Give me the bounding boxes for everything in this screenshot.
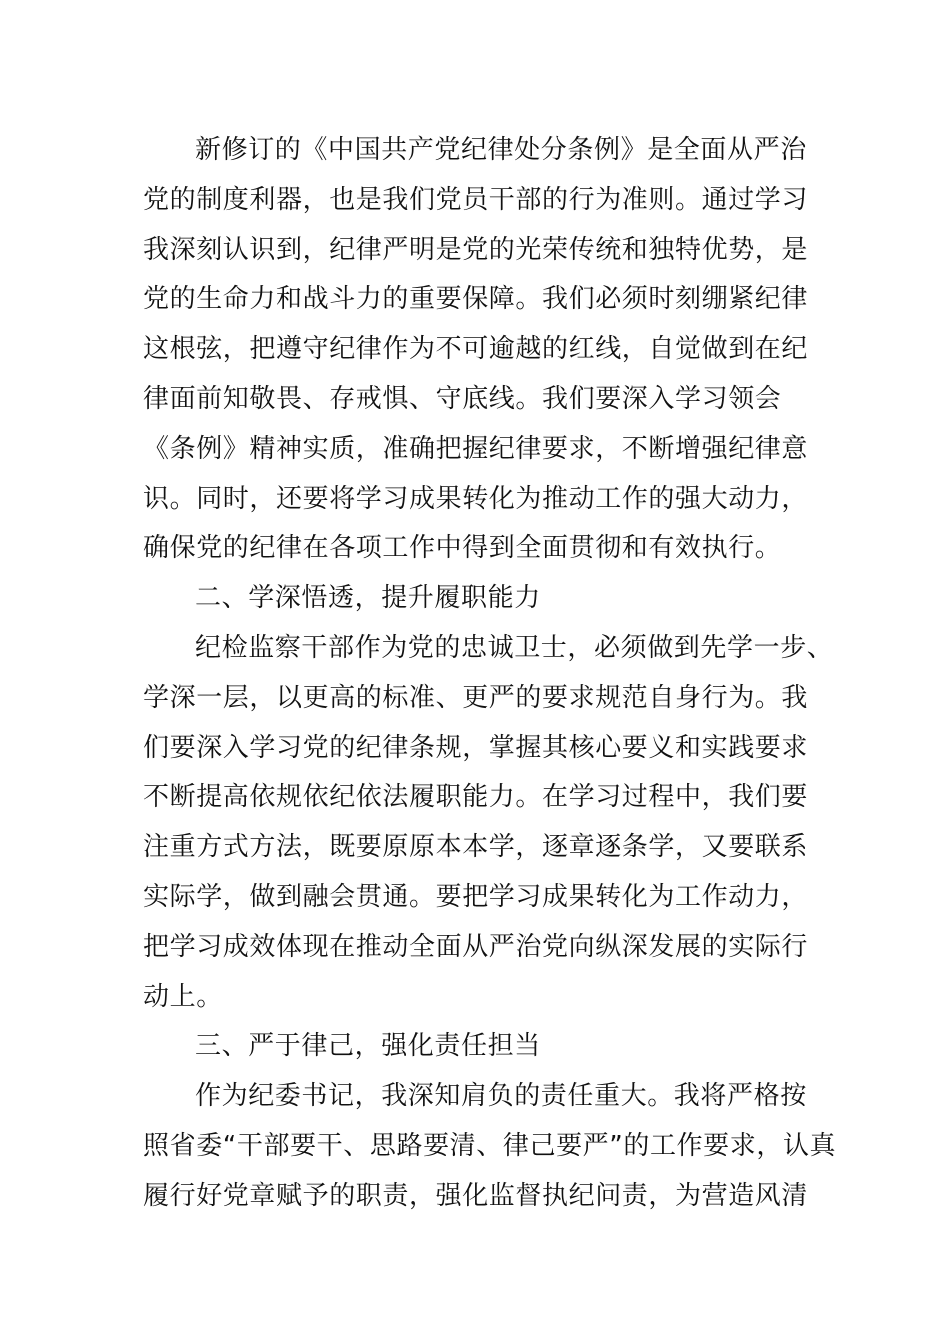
section-heading-2: 二、学深悟透，提升履职能力 <box>195 583 541 614</box>
document-body <box>143 126 837 1222</box>
text-line: 实际学，做到融会贯通。要把学习成果转化为工作动力， <box>143 881 809 912</box>
text-line: 们要深入学习党的纪律条规，掌握其核心要义和实践要求 <box>143 732 809 763</box>
text-line: 动上。 <box>143 981 223 1012</box>
text-line: 党的生命力和战斗力的重要保障。我们必须时刻绷紧纪律 <box>143 284 809 315</box>
text-line: 不断提高依规依纪依法履职能力。在学习过程中，我们要 <box>143 782 809 813</box>
text-line: 党的制度利器，也是我们党员干部的行为准则。通过学习 <box>143 184 809 215</box>
text-line: 新修订的《中国共产党纪律处分条例》是全面从严治 <box>195 135 807 165</box>
section-heading-3: 三、严于律己，强化责任担当 <box>195 1031 541 1062</box>
text-line: 注重方式方法，既要原原本本学，逐章逐条学，又要联系 <box>143 832 809 863</box>
text-line: 纪检监察干部作为党的忠诚卫士，必须做到先学一步、 <box>195 632 834 663</box>
text-line: 识。同时，还要将学习成果转化为推动工作的强大动力， <box>143 483 809 514</box>
text-line: 作为纪委书记，我深知肩负的责任重大。我将严格按 <box>195 1081 807 1112</box>
paragraph-section-2 <box>143 624 834 1022</box>
text-line: 履行好党章赋予的职责，强化监督执纪问责，为营造风清 <box>143 1180 809 1211</box>
text-line: 把学习成效体现在推动全面从严治党向纵深发展的实际行 <box>143 931 809 962</box>
text-line: 照省委“干部要干、思路要清、律己要严”的工作要求，认真 <box>143 1130 837 1161</box>
text-line: 确保党的纪律在各项工作中得到全面贯彻和有效执行。 <box>143 533 782 564</box>
text-line: 《条例》精神实质，准确把握纪律要求，不断增强纪律意 <box>143 433 809 464</box>
text-line: 我深刻认识到，纪律严明是党的光荣传统和独特优势，是 <box>143 234 809 265</box>
text-line: 律面前知敬畏、存戒惧、守底线。我们要深入学习领会 <box>143 383 782 414</box>
paragraph-section-3 <box>143 1072 837 1221</box>
paragraph-intro <box>143 126 811 574</box>
text-line: 这根弦，把遵守纪律作为不可逾越的红线，自觉做到在纪 <box>143 334 809 365</box>
text-line: 学深一层，以更高的标准、更严的要求规范自身行为。我 <box>143 682 809 713</box>
